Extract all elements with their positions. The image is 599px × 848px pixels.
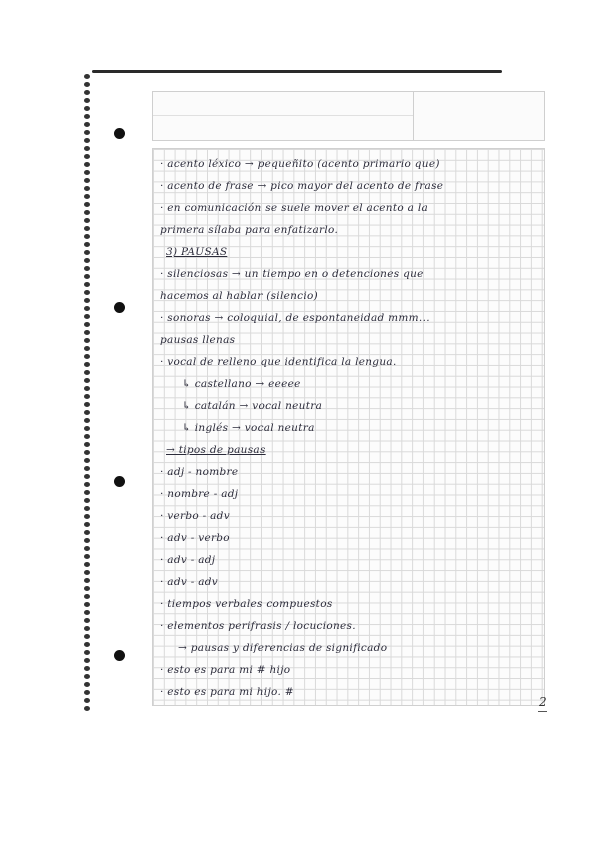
spiral-coil bbox=[84, 434, 90, 439]
spiral-coil bbox=[84, 250, 90, 255]
spiral-coil bbox=[84, 482, 90, 487]
note-line: · esto es para mi # hijo bbox=[160, 664, 291, 676]
spiral-coil bbox=[84, 338, 90, 343]
spiral-coil bbox=[84, 570, 90, 575]
note-line: · acento léxico → pequeñito (acento primario que) bbox=[160, 158, 440, 170]
spiral-coil bbox=[84, 130, 90, 135]
spiral-coil bbox=[84, 618, 90, 623]
binder-hole-4 bbox=[114, 650, 125, 661]
note-line: ↳ catalán → vocal neutra bbox=[182, 400, 323, 412]
spiral-coil bbox=[84, 706, 90, 711]
spiral-coil bbox=[84, 506, 90, 511]
note-line: pausas llenas bbox=[160, 334, 236, 346]
binder-hole-3 bbox=[114, 476, 125, 487]
spiral-coil bbox=[84, 362, 90, 367]
spiral-coil bbox=[84, 426, 90, 431]
note-line: · esto es para mi hijo. # bbox=[160, 686, 294, 698]
spiral-coil bbox=[84, 498, 90, 503]
spiral-coil bbox=[84, 666, 90, 671]
spiral-coil bbox=[84, 642, 90, 647]
spiral-coil bbox=[84, 538, 90, 543]
note-line: · sonoras → coloquial, de espontaneidad mmm... bbox=[160, 312, 430, 324]
note-line: · en comunicación se suele mover el acento a la bbox=[160, 202, 429, 214]
spiral-coil bbox=[84, 546, 90, 551]
spiral-coil bbox=[84, 586, 90, 591]
note-line: ↳ castellano → eeeee bbox=[182, 378, 301, 390]
spiral-coil bbox=[84, 82, 90, 87]
note-line: · adj - nombre bbox=[160, 466, 239, 478]
page-number-underline bbox=[538, 711, 547, 712]
spiral-coil bbox=[84, 610, 90, 615]
note-line: · adv - verbo bbox=[160, 532, 230, 544]
note-line: · adv - adj bbox=[160, 554, 216, 566]
spiral-coil bbox=[84, 682, 90, 687]
spiral-coil bbox=[84, 210, 90, 215]
spiral-coil bbox=[84, 242, 90, 247]
spiral-coil bbox=[84, 562, 90, 567]
spiral-coil bbox=[84, 178, 90, 183]
spiral-coil bbox=[84, 578, 90, 583]
spiral-coil bbox=[84, 378, 90, 383]
note-line: · elementos perifrasis / locuciones. bbox=[160, 620, 356, 632]
spiral-coil bbox=[84, 146, 90, 151]
spiral-coil bbox=[84, 530, 90, 535]
header-rule bbox=[153, 115, 413, 116]
spiral-coil bbox=[84, 90, 90, 95]
spiral-coil bbox=[84, 282, 90, 287]
spiral-coil bbox=[84, 626, 90, 631]
spiral-coil bbox=[84, 162, 90, 167]
spiral-coil bbox=[84, 410, 90, 415]
note-line: ↳ inglés → vocal neutra bbox=[182, 422, 315, 434]
spiral-coil bbox=[84, 594, 90, 599]
spiral-coil bbox=[84, 194, 90, 199]
spiral-coil bbox=[84, 674, 90, 679]
spiral-coil bbox=[84, 138, 90, 143]
spiral-coil bbox=[84, 522, 90, 527]
spiral-coil bbox=[84, 402, 90, 407]
note-line: · verbo - adv bbox=[160, 510, 230, 522]
note-line: · tiempos verbales compuestos bbox=[160, 598, 333, 610]
spiral-coil bbox=[84, 122, 90, 127]
spiral-coil bbox=[84, 170, 90, 175]
spiral-coil bbox=[84, 490, 90, 495]
spiral-coil bbox=[84, 74, 90, 79]
note-line: primera sílaba para enfatizarlo. bbox=[160, 224, 339, 236]
note-line: · silenciosas → un tiempo en o detenciones que bbox=[160, 268, 424, 280]
header-divider bbox=[413, 92, 414, 140]
page-number: 2 bbox=[539, 695, 547, 709]
spiral-coil bbox=[84, 650, 90, 655]
spiral-coil bbox=[84, 114, 90, 119]
note-line: hacemos al hablar (silencio) bbox=[160, 290, 319, 302]
spiral-coil bbox=[84, 346, 90, 351]
note-line: → pausas y diferencias de significado bbox=[178, 642, 388, 654]
section-heading: 3) PAUSAS bbox=[166, 246, 228, 258]
subsection-heading: → tipos de pausas bbox=[166, 444, 266, 456]
spiral-coil bbox=[84, 306, 90, 311]
spiral-coil bbox=[84, 218, 90, 223]
spiral-coil bbox=[84, 290, 90, 295]
spiral-coil bbox=[84, 370, 90, 375]
spiral-coil bbox=[84, 394, 90, 399]
spiral-coil bbox=[84, 266, 90, 271]
note-line: · nombre - adj bbox=[160, 488, 239, 500]
spiral-coil bbox=[84, 274, 90, 279]
spiral-coil bbox=[84, 474, 90, 479]
spiral-binding bbox=[84, 74, 92, 714]
spiral-coil bbox=[84, 106, 90, 111]
note-line: · adv - adv bbox=[160, 576, 219, 588]
spiral-coil bbox=[84, 186, 90, 191]
binder-hole-1 bbox=[114, 128, 125, 139]
spiral-coil bbox=[84, 298, 90, 303]
spiral-coil bbox=[84, 98, 90, 103]
spiral-coil bbox=[84, 514, 90, 519]
spiral-coil bbox=[84, 386, 90, 391]
spiral-coil bbox=[84, 354, 90, 359]
spiral-coil bbox=[84, 634, 90, 639]
spiral-coil bbox=[84, 698, 90, 703]
spiral-coil bbox=[84, 234, 90, 239]
spiral-coil bbox=[84, 258, 90, 263]
page-header-box bbox=[152, 91, 545, 141]
spiral-coil bbox=[84, 330, 90, 335]
note-line: · acento de frase → pico mayor del acento de frase bbox=[160, 180, 444, 192]
spiral-coil bbox=[84, 418, 90, 423]
spiral-coil bbox=[84, 458, 90, 463]
binder-hole-2 bbox=[114, 302, 125, 313]
spiral-coil bbox=[84, 690, 90, 695]
spiral-coil bbox=[84, 450, 90, 455]
spiral-coil bbox=[84, 202, 90, 207]
spiral-coil bbox=[84, 154, 90, 159]
spiral-coil bbox=[84, 322, 90, 327]
page-top-edge bbox=[92, 70, 502, 73]
spiral-coil bbox=[84, 466, 90, 471]
spiral-coil bbox=[84, 226, 90, 231]
spiral-coil bbox=[84, 314, 90, 319]
spiral-coil bbox=[84, 658, 90, 663]
spiral-coil bbox=[84, 602, 90, 607]
spiral-coil bbox=[84, 554, 90, 559]
spiral-coil bbox=[84, 442, 90, 447]
note-line: · vocal de relleno que identifica la lengua. bbox=[160, 356, 397, 368]
